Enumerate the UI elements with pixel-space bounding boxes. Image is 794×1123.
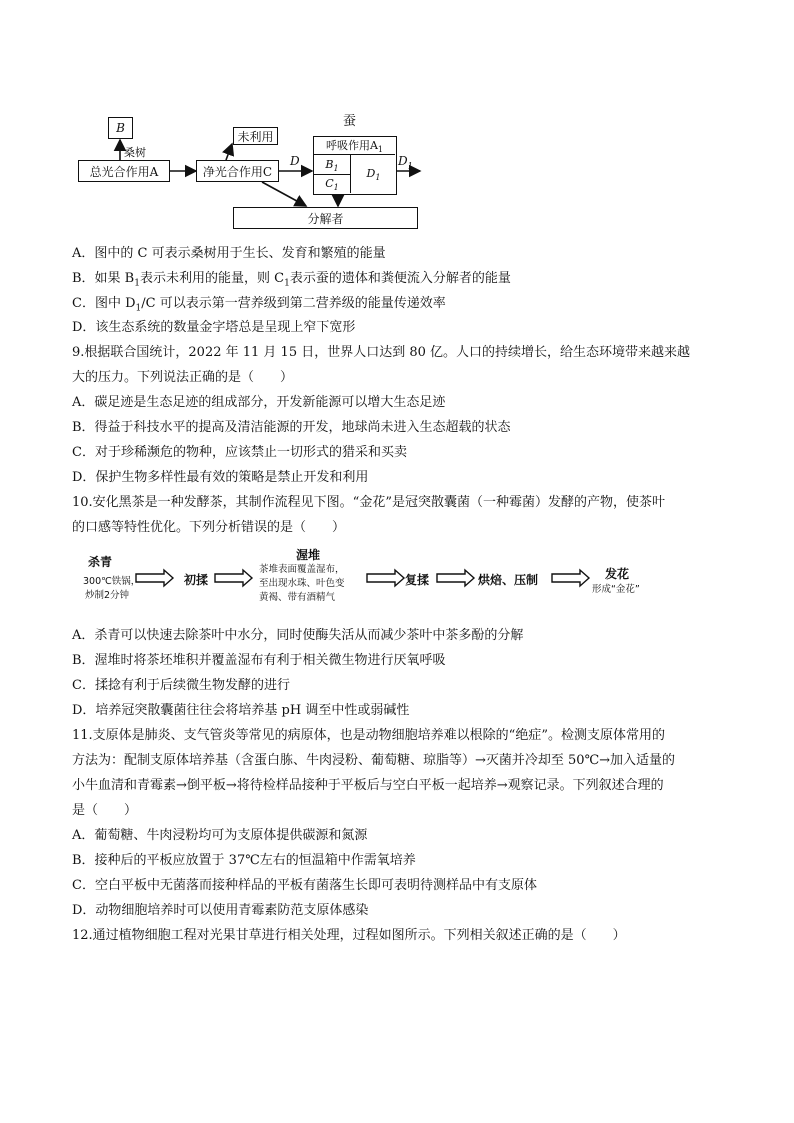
box-total-photosynthesis: 总光合作用A bbox=[78, 160, 170, 182]
arrow-d-label: D bbox=[290, 154, 300, 168]
box-net-photosynthesis: 净光合作用C bbox=[196, 160, 279, 182]
box-unused: 未利用 bbox=[233, 127, 278, 145]
q11-stem-line1: 11.支原体是肺炎、支气管炎等常见的病原体，也是动物细胞培养难以根除的“绝症”。检测支原体常用的 bbox=[72, 728, 665, 743]
q8-option-c: C．图中 $D_1/C$ 可以表示第一营养级到第二营养级的能量传递效率 bbox=[72, 296, 446, 314]
q9-stem-line2: 大的压力。下列说法正确的是（ ） bbox=[72, 370, 294, 385]
flow-step-chu-rou: 初揉 bbox=[184, 573, 209, 587]
q9-option-d: D．保护生物多样性最有效的策略是禁止开发和利用 bbox=[72, 470, 369, 485]
q9-option-a: A．碳足迹是生态足迹的组成部分，开发新能源可以增大生态足迹 bbox=[72, 395, 446, 410]
flow-step-sha-qing: 杀青 bbox=[88, 555, 113, 569]
q12-stem: 12.通过植物细胞工程对光果甘草进行相关处理，过程如图所示。下列相关叙述正确的是（ ） bbox=[72, 928, 626, 943]
q11-stem-line2: 方法为：配制支原体培养基（含蛋白胨、牛肉浸粉、葡萄糖、琼脂等）→灭菌并冷却至 50℃→加入适量的 bbox=[72, 753, 676, 768]
q8-option-a: A．图中的 C 可表示桑树用于生长、发育和繁殖的能量 bbox=[72, 246, 386, 261]
box-c1: $C_1$ bbox=[314, 175, 351, 193]
flow-step-wo-dui-note2: 至出现水珠、叶色变 bbox=[259, 578, 345, 589]
flow-step-fa-hua: 发花 bbox=[605, 567, 630, 581]
q10-option-b: B．渥堆时将茶坯堆积并覆盖湿布有利于相关微生物进行厌氧呼吸 bbox=[72, 653, 446, 668]
q10-stem-line1: 10.安化黑茶是一种发酵茶，其制作流程见下图。“金花”是冠突散囊菌（一种霉菌）发酵的产物，使茶叶 bbox=[72, 495, 665, 510]
flow-step-fu-rou: 复揉 bbox=[405, 573, 430, 587]
q11-option-a: A．葡萄糖、牛肉浸粉均可为支原体提供碳源和氮源 bbox=[72, 828, 368, 843]
q11-option-c: C．空白平板中无菌落而接种样品的平板有菌落生长即可表明待测样品中有支原体 bbox=[72, 878, 537, 893]
box-respiration: 呼吸作用$A_1$ bbox=[314, 137, 395, 155]
mulberry-label: 桑树 bbox=[124, 146, 146, 159]
q10-stem-line2: 的口感等特性优化。下列分析错误的是（ ） bbox=[72, 520, 346, 535]
q9-option-c: C．对于珍稀濒危的物种，应该禁止一切形式的猎采和买卖 bbox=[72, 445, 407, 460]
flow-step-sha-qing-note2: 炒制2分钟 bbox=[85, 590, 130, 601]
q9-stem-line1: 9.根据联合国统计，2022 年 11 月 15 日，世界人口达到 80 亿。人口的持续增长，给生态环境带来越来越 bbox=[72, 345, 691, 360]
box-b1: $B_1$ bbox=[314, 155, 351, 175]
q10-option-d: D．培养冠突散囊菌往往会将培养基 pH 调至中性或弱碱性 bbox=[72, 703, 410, 718]
flow-step-wo-dui: 渥堆 bbox=[296, 548, 321, 562]
box-d1: $D_1$ bbox=[366, 167, 381, 183]
silkworm-label: 蚕 bbox=[343, 114, 357, 129]
flow-step-hong-bei: 烘焙、压制 bbox=[478, 573, 539, 587]
flow-step-wo-dui-note3: 黄褐、带有酒精气 bbox=[259, 592, 336, 603]
q8-option-d: D．该生态系统的数量金字塔总是呈现上窄下宽形 bbox=[72, 320, 356, 335]
q11-stem-line3: 小牛血清和青霉素→倒平板→将待检样品接种于平板后与空白平板一起培养→观察记录。下列叙述合理的 bbox=[72, 778, 664, 793]
arrow-d1-label: $D_1$ bbox=[398, 154, 413, 171]
box-decomposer: 分解者 bbox=[233, 207, 418, 229]
flow-step-fa-hua-note: 形成“金花” bbox=[592, 584, 640, 595]
q11-stem-line4: 是（ ） bbox=[72, 803, 138, 818]
box-b: B bbox=[108, 117, 133, 139]
q10-option-a: A．杀青可以快速去除茶叶中水分，同时使酶失活从而减少茶叶中茶多酚的分解 bbox=[72, 628, 524, 643]
q8-option-b: B．如果 $B_1$表示未利用的能量，则 $C_1$表示蚕的遗体和粪便流入分解者的能量 bbox=[72, 271, 511, 289]
q11-option-d: D．动物细胞培养时可以使用青霉素防范支原体感染 bbox=[72, 903, 369, 918]
q10-option-c: C．揉捻有利于后续微生物发酵的进行 bbox=[72, 678, 290, 693]
flow-step-wo-dui-note1: 茶堆表面覆盖湿布， bbox=[259, 564, 345, 575]
q11-option-b: B．接种后的平板应放置于 37℃左右的恒温箱中作需氧培养 bbox=[72, 853, 416, 868]
flow-step-sha-qing-note1: 300℃铁锅， bbox=[83, 576, 141, 587]
q9-option-b: B．得益于科技水平的提高及清洁能源的开发，地球尚未进入生态超载的状态 bbox=[72, 420, 511, 435]
